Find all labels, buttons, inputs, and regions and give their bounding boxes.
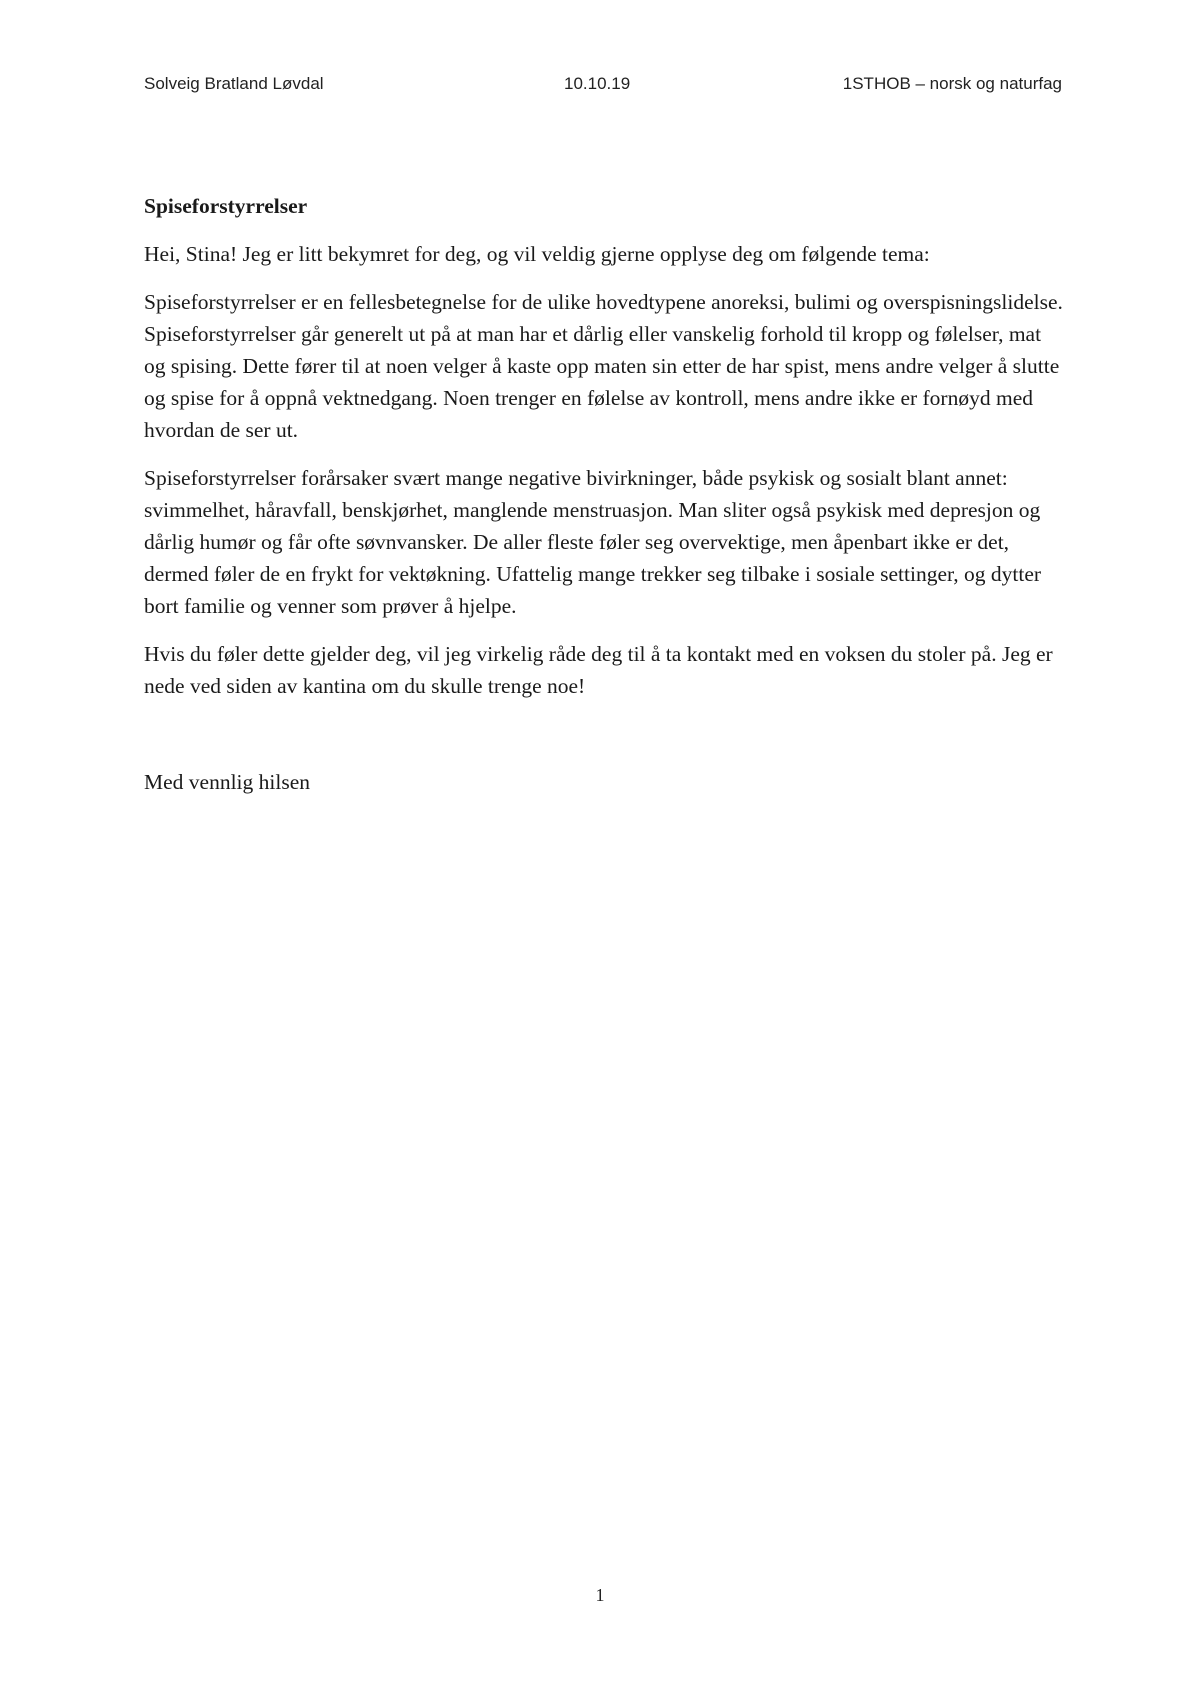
document-body [144, 190, 1064, 814]
body-paragraph: Spiseforstyrrelser er en fellesbetegnelse for de ulike hovedtypene anoreksi, bulimi og overspisningslidelse. Spiseforstyrrelser går generelt ut på at man har et dårlig eller vanskelig forhold til kropp og følelser, mat og spising. Dette fører til at noen velger å kaste opp maten sin etter de har spist, mens andre velger å slutte og spise for å oppnå vektnedgang. Noen trenger en følelse av kontroll, mens andre ikke er fornøyd med hvordan de ser ut. [144, 290, 1063, 442]
page-header [144, 74, 1062, 102]
body-paragraph: Spiseforstyrrelser forårsaker svært mange negative bivirkninger, både psykisk og sosialt blant annet: svimmelhet, håravfall, benskjørhet, manglende menstruasjon. Man sliter også psykisk med depresjon og dårlig humør og får ofte søvnvansker. De aller fleste føler seg overvektige, men åpenbart ikke er det, dermed føler de en frykt for vektøkning. Ufattelig mange trekker seg tilbake i sosiale settinger, og dytter bort familie og venner som prøver å hjelpe. [144, 466, 1042, 618]
page-number: 1 [595, 1585, 605, 1605]
greeting-paragraph: Hei, Stina! Jeg er litt bekymret for deg, og vil veldig gjerne opplyse deg om følgende tema: [144, 242, 930, 266]
header-date: 10.10.19 [564, 74, 631, 93]
closing-line: Med vennlig hilsen [144, 770, 311, 794]
document-title: Spiseforstyrrelser [144, 194, 308, 218]
header-author: Solveig Bratland Løvdal [144, 74, 324, 93]
body-paragraph: Hvis du føler dette gjelder deg, vil jeg virkelig råde deg til å ta kontakt med en voksen du stoler på. Jeg er nede ved siden av kantina om du skulle trenge noe! [144, 642, 1053, 698]
header-course: 1STHOB – norsk og naturfag [842, 74, 1062, 93]
